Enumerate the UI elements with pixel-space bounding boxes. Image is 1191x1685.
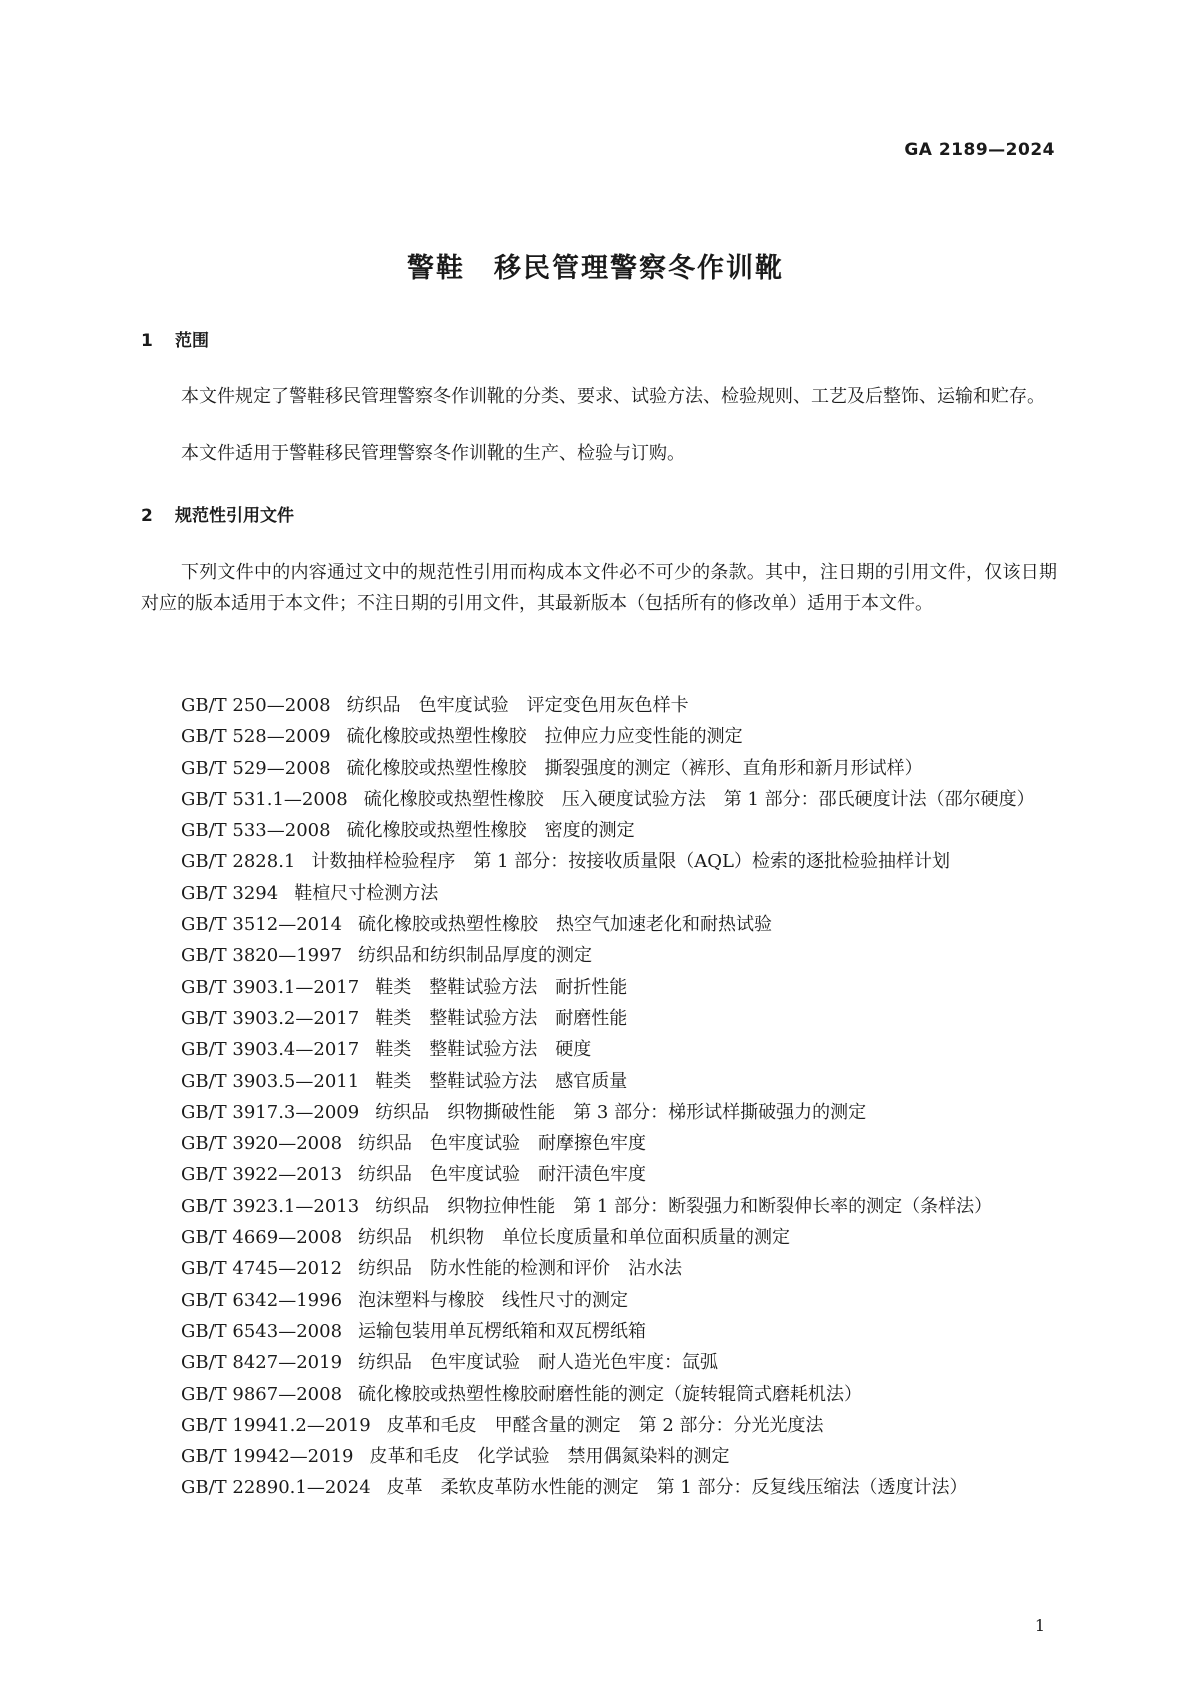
reference-code: GB/T 3903.2—2017 bbox=[181, 1007, 360, 1029]
reference-title: 硫化橡胶或热塑性橡胶耐磨性能的测定（旋转辊筒式磨耗机法） bbox=[358, 1383, 863, 1405]
reference-code: GB/T 3903.5—2011 bbox=[181, 1070, 360, 1092]
reference-code: GB/T 4669—2008 bbox=[181, 1227, 343, 1249]
section-1-heading bbox=[141, 326, 209, 351]
reference-title: 鞋楦尺寸检测方法 bbox=[294, 882, 439, 904]
reference-code: GB/T 3923.1—2013 bbox=[181, 1195, 360, 1217]
reference-item bbox=[141, 1316, 1057, 1347]
section-title: 范围 bbox=[175, 331, 209, 351]
reference-item bbox=[141, 753, 1057, 784]
reference-code: GB/T 529—2008 bbox=[181, 757, 331, 779]
reference-title: 硫化橡胶或热塑性橡胶 压入硬度试验方法 第 1 部分：邵氏硬度计法（邵尔硬度） bbox=[363, 788, 1035, 810]
reference-code: GB/T 3917.3—2009 bbox=[181, 1101, 360, 1123]
reference-item bbox=[141, 878, 1057, 909]
reference-code: GB/T 6543—2008 bbox=[181, 1320, 343, 1342]
reference-title: 纺织品 色牢度试验 耐摩擦色牢度 bbox=[358, 1133, 647, 1155]
references-intro-paragraph: 下列文件中的内容通过文中的规范性引用而构成本文件必不可少的条款。其中，注日期的引用文件，仅该日期对应的版本适用于本文件；不注日期的引用文件，其最新版本（包括所有的修改单）适用于本文件。 bbox=[141, 562, 1057, 614]
reference-code: GB/T 4745—2012 bbox=[181, 1258, 343, 1280]
reference-title: 皮革和毛皮 甲醛含量的测定 第 2 部分：分光光度法 bbox=[386, 1414, 824, 1436]
reference-item bbox=[141, 940, 1057, 971]
reference-title: 纺织品 防水性能的检测和评价 沾水法 bbox=[358, 1258, 683, 1280]
reference-title: 皮革和毛皮 化学试验 禁用偶氮染料的测定 bbox=[369, 1446, 730, 1468]
reference-code: GB/T 250—2008 bbox=[181, 695, 331, 716]
reference-title: 纺织品 织物撕破性能 第 3 部分：梯形试样撕破强力的测定 bbox=[375, 1101, 867, 1123]
reference-code: GB/T 3903.4—2017 bbox=[181, 1039, 360, 1061]
reference-item bbox=[141, 1003, 1057, 1034]
reference-code: GB/T 3820—1997 bbox=[181, 945, 343, 967]
reference-code: GB/T 3920—2008 bbox=[181, 1133, 343, 1155]
reference-code: GB/T 3903.1—2017 bbox=[181, 976, 360, 998]
reference-title: 纺织品 色牢度试验 评定变色用灰色样卡 bbox=[346, 695, 689, 716]
reference-title: 纺织品 色牢度试验 耐人造光色牢度：氙弧 bbox=[358, 1352, 719, 1374]
section-title: 规范性引用文件 bbox=[175, 506, 294, 526]
reference-item bbox=[141, 1410, 1057, 1441]
reference-item bbox=[141, 972, 1057, 1003]
reference-title: 泡沫塑料与橡胶 线性尺寸的测定 bbox=[358, 1289, 629, 1311]
reference-title: 纺织品 织物拉伸性能 第 1 部分：断裂强力和断裂伸长率的测定（条样法） bbox=[375, 1195, 993, 1217]
reference-title: 纺织品和纺织制品厚度的测定 bbox=[358, 945, 593, 967]
reference-title: 硫化橡胶或热塑性橡胶 撕裂强度的测定（裤形、直角形和新月形试样） bbox=[346, 757, 923, 779]
reference-code: GB/T 528—2009 bbox=[181, 726, 331, 748]
reference-code: GB/T 9867—2008 bbox=[181, 1383, 343, 1405]
page-number: 1 bbox=[1034, 1616, 1045, 1635]
standard-code: GA 2189—2024 bbox=[904, 140, 1055, 160]
reference-code: GB/T 8427—2019 bbox=[181, 1352, 343, 1374]
reference-code: GB/T 531.1—2008 bbox=[181, 788, 348, 810]
reference-item bbox=[141, 1128, 1057, 1159]
reference-item bbox=[141, 815, 1057, 846]
reference-title: 硫化橡胶或热塑性橡胶 密度的测定 bbox=[346, 820, 635, 842]
reference-code: GB/T 19942—2019 bbox=[181, 1446, 354, 1468]
reference-title: 皮革 柔软皮革防水性能的测定 第 1 部分：反复线压缩法（透度计法） bbox=[386, 1477, 968, 1499]
reference-item bbox=[141, 909, 1057, 940]
section-2-heading bbox=[141, 501, 294, 526]
reference-title: 鞋类 整鞋试验方法 耐折性能 bbox=[375, 976, 628, 998]
reference-title: 鞋类 整鞋试验方法 硬度 bbox=[375, 1039, 592, 1061]
reference-item bbox=[141, 1066, 1057, 1097]
reference-code: GB/T 2828.1 bbox=[181, 851, 296, 873]
reference-title: 硫化橡胶或热塑性橡胶 拉伸应力应变性能的测定 bbox=[346, 726, 743, 748]
reference-title: 硫化橡胶或热塑性橡胶 热空气加速老化和耐热试验 bbox=[358, 914, 773, 936]
reference-item bbox=[141, 1222, 1057, 1253]
reference-item bbox=[141, 1253, 1057, 1284]
reference-item bbox=[141, 1159, 1057, 1190]
reference-code: GB/T 6342—1996 bbox=[181, 1289, 343, 1311]
reference-title: 鞋类 整鞋试验方法 耐磨性能 bbox=[375, 1007, 628, 1029]
reference-item bbox=[141, 784, 1057, 815]
reference-title: 计数抽样检验程序 第 1 部分：按接收质量限（AQL）检索的逐批检验抽样计划 bbox=[311, 851, 950, 873]
reference-item bbox=[141, 846, 1057, 877]
section-number: 2 bbox=[141, 506, 153, 526]
section-number: 1 bbox=[141, 331, 153, 351]
reference-title: 纺织品 机织物 单位长度质量和单位面积质量的测定 bbox=[358, 1227, 791, 1249]
scope-paragraph-2: 本文件适用于警鞋移民管理警察冬作训靴的生产、检验与订购。 bbox=[181, 443, 685, 464]
reference-item bbox=[141, 1441, 1057, 1472]
document-title: 警鞋 移民管理警察冬作训靴 bbox=[407, 253, 784, 284]
reference-item bbox=[141, 1347, 1057, 1378]
reference-item bbox=[141, 1472, 1057, 1503]
reference-code: GB/T 3512—2014 bbox=[181, 914, 343, 936]
reference-code: GB/T 22890.1—2024 bbox=[181, 1477, 371, 1499]
reference-title: 运输包装用单瓦楞纸箱和双瓦楞纸箱 bbox=[358, 1320, 647, 1342]
reference-code: GB/T 3922—2013 bbox=[181, 1164, 343, 1186]
reference-item bbox=[141, 1191, 1057, 1222]
reference-title: 纺织品 色牢度试验 耐汗渍色牢度 bbox=[358, 1164, 647, 1186]
reference-item bbox=[141, 1285, 1057, 1316]
reference-item bbox=[141, 690, 1057, 721]
reference-code: GB/T 3294 bbox=[181, 882, 279, 904]
scope-paragraph-1: 本文件规定了警鞋移民管理警察冬作训靴的分类、要求、试验方法、检验规则、工艺及后整饰、运输和贮存。 bbox=[181, 386, 1045, 407]
reference-item bbox=[141, 721, 1057, 752]
reference-title: 鞋类 整鞋试验方法 感官质量 bbox=[375, 1070, 628, 1092]
reference-code: GB/T 19941.2—2019 bbox=[181, 1414, 371, 1436]
normative-references-list bbox=[141, 690, 1057, 1504]
reference-item bbox=[141, 1379, 1057, 1410]
reference-code: GB/T 533—2008 bbox=[181, 820, 331, 842]
reference-item bbox=[141, 1097, 1057, 1128]
reference-item bbox=[141, 1034, 1057, 1065]
